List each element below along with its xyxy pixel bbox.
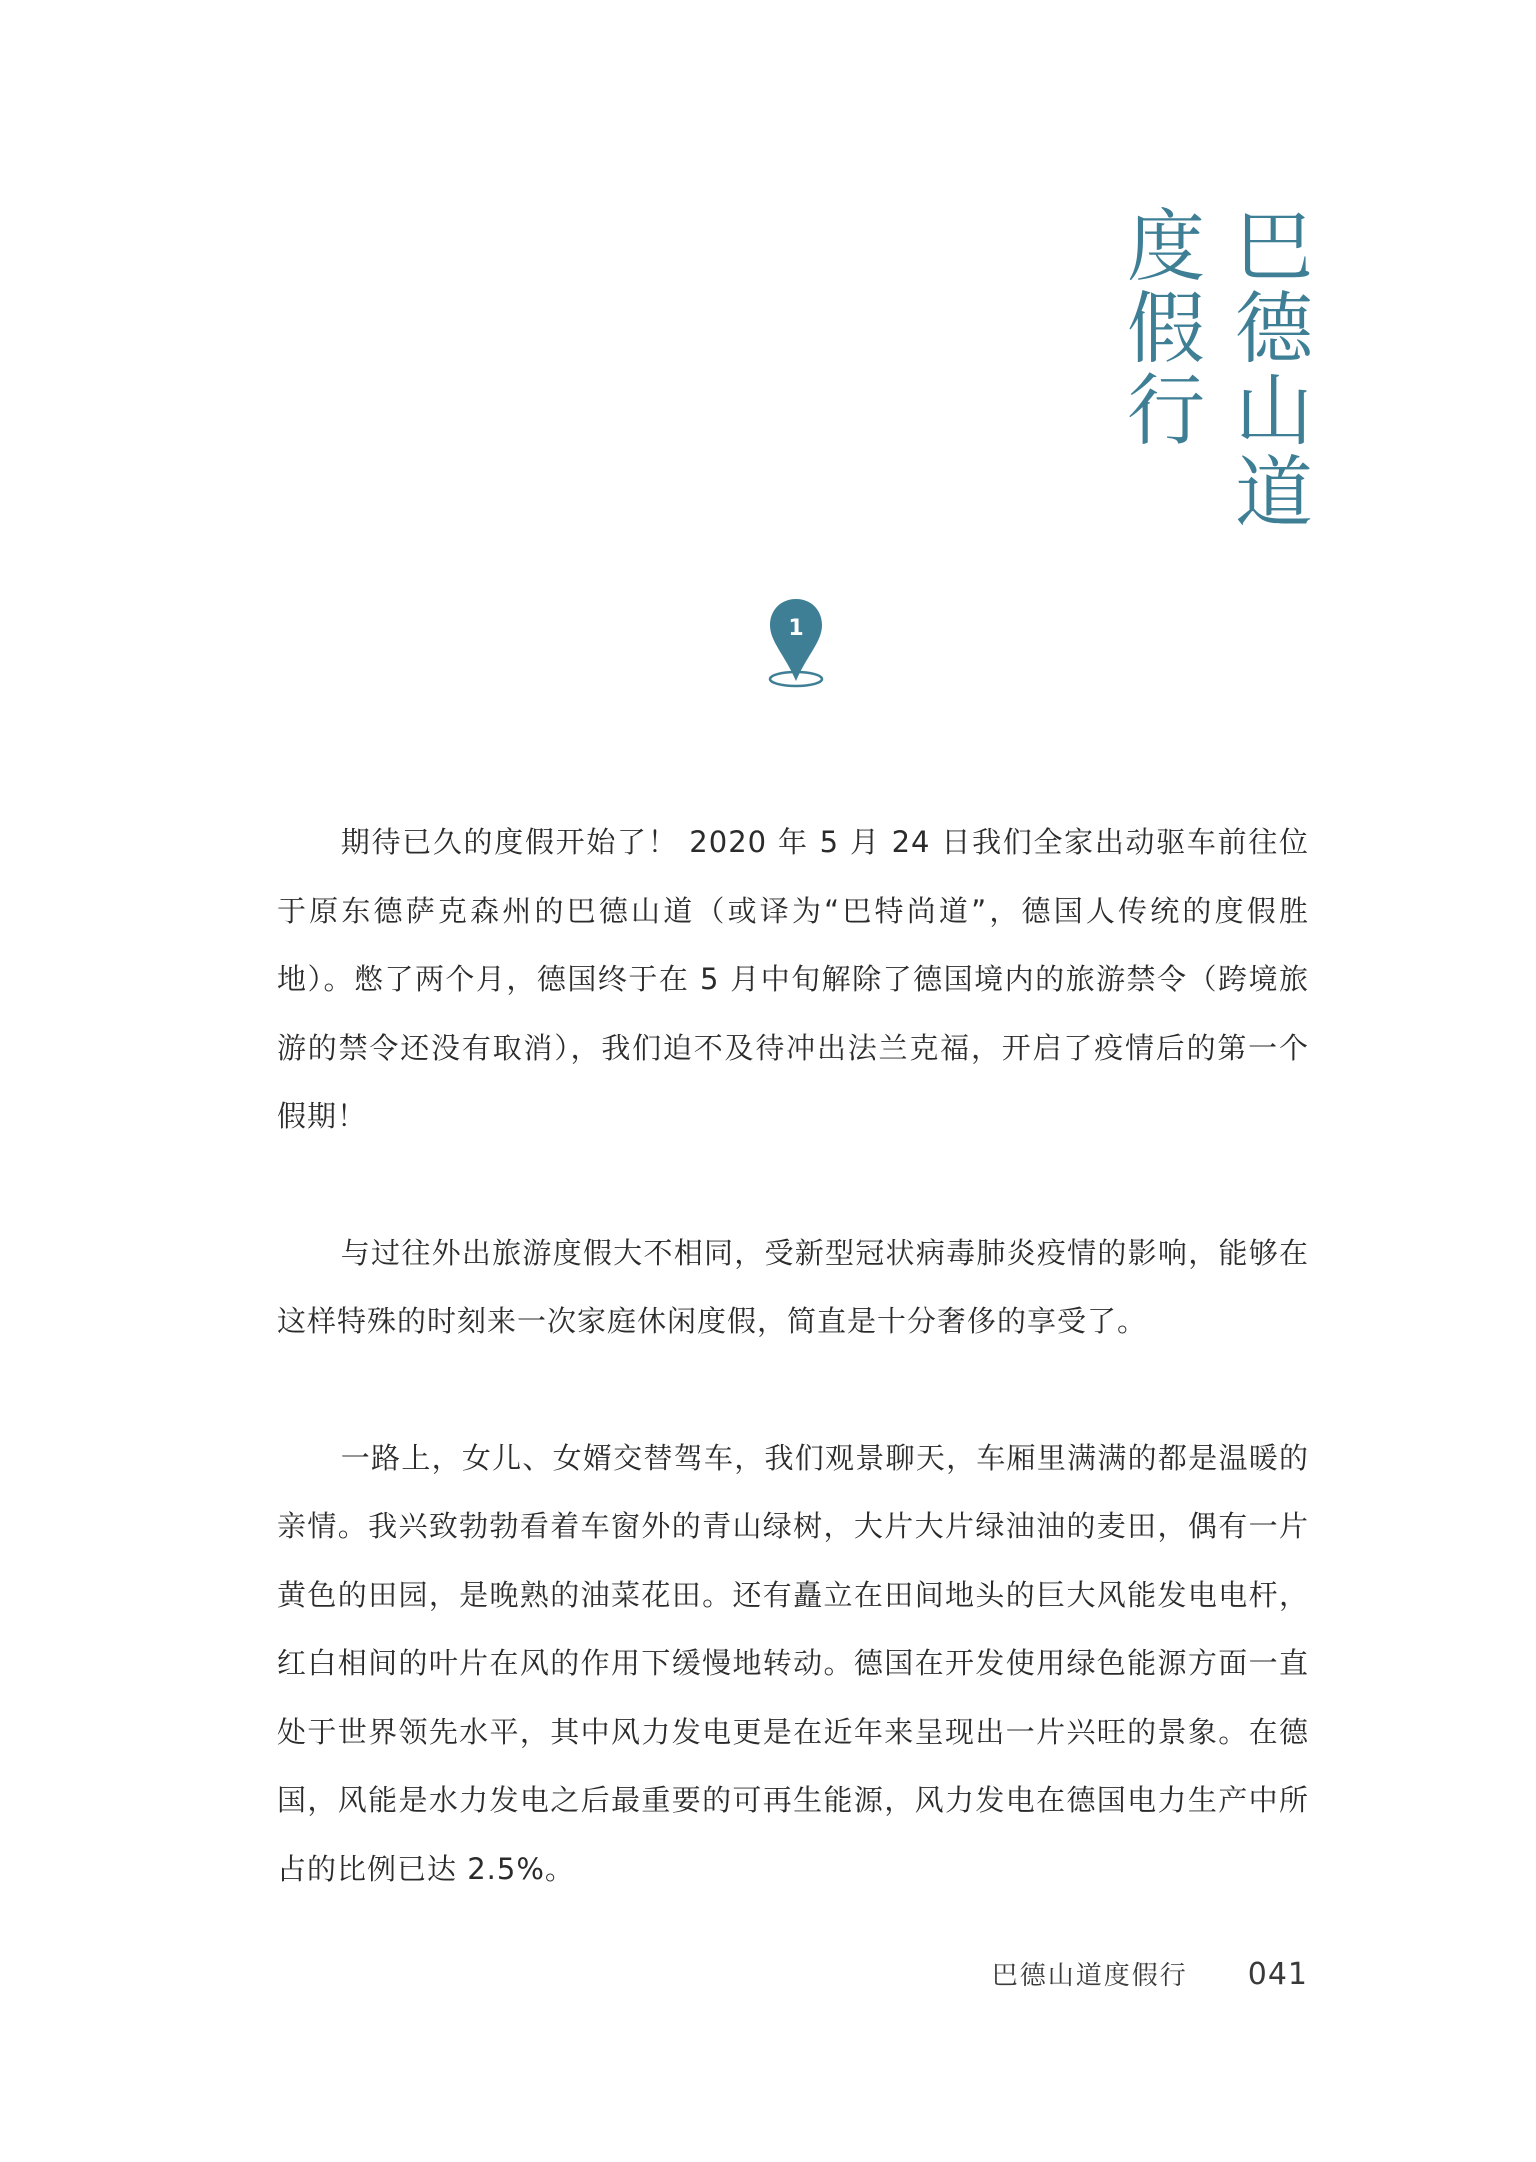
paragraph: 一路上，女儿、女婿交替驾车，我们观景聊天，车厢里满满的都是温暖的亲情。我兴致勃勃看着车窗外的青山绿树，大片大片绿油油的麦田，偶有一片黄色的田园，是晚熟的油菜花田。还有矗立在田间地头的巨大风能发电电杆，红白相间的叶片在风的作用下缓慢地转动。德国在开发使用绿色能源方面一直处于世界领先水平，其中风力发电更是在近年来呈现出一片兴旺的景象。在德国，风能是水力发电之后最重要的可再生能源，风力发电在德国电力生产中所占的比例已达 2.5%。	[277, 1440, 1309, 1886]
paragraph: 与过往外出旅游度假大不相同，受新型冠状病毒肺炎疫情的影响，能够在这样特殊的时刻来一次家庭休闲度假，简直是十分奢侈的享受了。	[277, 1235, 1309, 1338]
paragraph: 期待已久的度假开始了！ 2020 年 5 月 24 日我们全家出动驱车前往位于原东德萨克森州的巴德山道（或译为“巴特尚道”，德国人传统的度假胜地）。憋了两个月，德国终于在 5 月中旬解除了德国境内的旅游禁令（跨境旅游的禁令还没有取消），我们迫不及待冲出法兰克福，开启了疫情后的第一个假期！	[277, 825, 1309, 1133]
page-number: 041	[1247, 1957, 1308, 1992]
article-body	[277, 808, 1309, 1903]
chapter-title	[1114, 205, 1312, 533]
chapter-title-line-1: 巴德山道	[1222, 205, 1312, 533]
page-footer	[992, 1955, 1308, 1992]
location-pin-icon	[765, 597, 827, 697]
running-title: 巴德山道度假行	[991, 1961, 1188, 1991]
pin-number: 1	[788, 616, 804, 641]
chapter-title-line-2: 度假行	[1114, 205, 1204, 451]
